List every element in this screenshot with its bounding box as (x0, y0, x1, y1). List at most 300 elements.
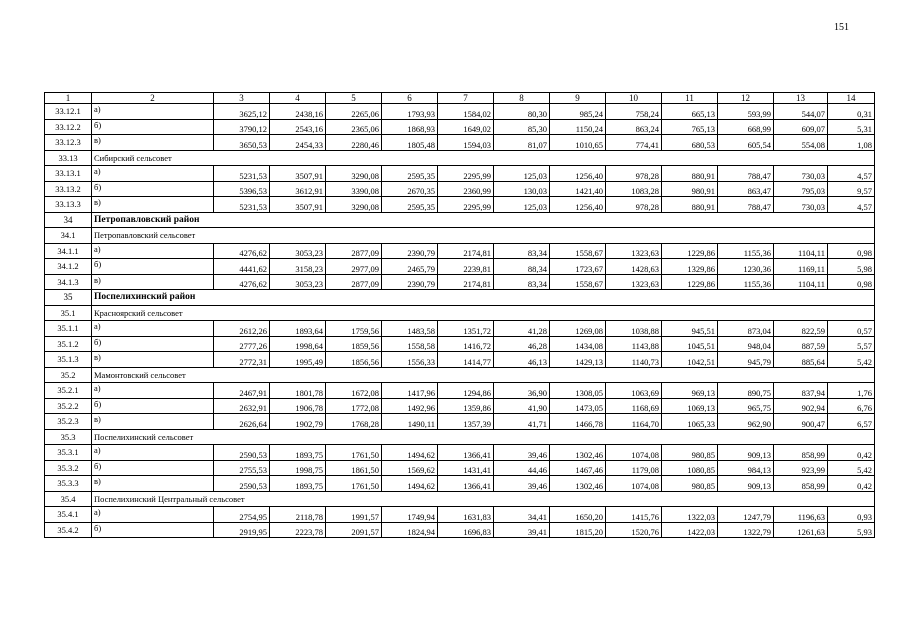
table-row (45, 352, 875, 368)
value-cell: 1323,63 (606, 243, 662, 259)
value-cell: 1650,20 (550, 507, 606, 523)
value-cell: 668,99 (718, 119, 774, 135)
value-cell: 923,99 (774, 460, 828, 476)
table-row (45, 507, 875, 523)
value-cell: 1294,86 (438, 383, 494, 399)
value-cell: 1805,48 (382, 135, 438, 151)
value-cell: 46,28 (494, 336, 550, 352)
value-cell: 1995,49 (270, 352, 326, 368)
value-cell: 3507,91 (270, 197, 326, 213)
value-cell: 2977,09 (326, 259, 382, 275)
row-id: 33.13.2 (45, 181, 92, 197)
value-cell: 36,90 (494, 383, 550, 399)
value-cell: 3158,23 (270, 259, 326, 275)
value-cell: 6,57 (828, 414, 875, 430)
value-cell: 1351,72 (438, 321, 494, 337)
value-cell: 1429,13 (550, 352, 606, 368)
value-cell: 980,85 (662, 476, 718, 492)
value-cell: 1,76 (828, 383, 875, 399)
value-cell: 1859,56 (326, 336, 382, 352)
value-cell: 730,03 (774, 197, 828, 213)
value-cell: 1421,40 (550, 181, 606, 197)
value-cell: 1230,36 (718, 259, 774, 275)
value-cell: 1467,46 (550, 460, 606, 476)
header-cell: 5 (326, 93, 382, 104)
value-cell: 887,59 (774, 336, 828, 352)
value-cell: 863,24 (606, 119, 662, 135)
value-cell: 3053,23 (270, 274, 326, 290)
value-cell: 1322,79 (718, 522, 774, 538)
value-cell: 1594,03 (438, 135, 494, 151)
value-cell: 0,42 (828, 476, 875, 492)
value-cell: 1558,67 (550, 274, 606, 290)
header-cell: 14 (828, 93, 875, 104)
section-row (45, 150, 875, 166)
value-cell: 2919,95 (214, 522, 270, 538)
value-cell: 1520,76 (606, 522, 662, 538)
value-cell: 1556,33 (382, 352, 438, 368)
row-label: а) (92, 166, 214, 182)
value-cell: 1155,36 (718, 243, 774, 259)
table-row (45, 104, 875, 120)
value-cell: 1069,13 (662, 398, 718, 414)
section-title: Сибирский сельсовет (92, 150, 875, 166)
value-cell: 1490,11 (382, 414, 438, 430)
value-cell: 1042,51 (662, 352, 718, 368)
value-cell: 3290,08 (326, 166, 382, 182)
row-id: 33.13.1 (45, 166, 92, 182)
value-cell: 2670,35 (382, 181, 438, 197)
value-cell: 83,34 (494, 274, 550, 290)
value-cell: 0,98 (828, 274, 875, 290)
district-title: Петропавловский район (92, 212, 875, 228)
value-cell: 2626,64 (214, 414, 270, 430)
page-number: 151 (834, 22, 849, 33)
table-row (45, 445, 875, 461)
section-row (45, 305, 875, 321)
header-cell: 7 (438, 93, 494, 104)
table-row (45, 274, 875, 290)
value-cell: 885,64 (774, 352, 828, 368)
value-cell: 1569,62 (382, 460, 438, 476)
value-cell: 1063,69 (606, 383, 662, 399)
value-cell: 1494,62 (382, 476, 438, 492)
value-cell: 2632,91 (214, 398, 270, 414)
value-cell: 1801,78 (270, 383, 326, 399)
value-cell: 890,75 (718, 383, 774, 399)
header-cell: 2 (92, 93, 214, 104)
value-cell: 1558,58 (382, 336, 438, 352)
value-cell: 758,24 (606, 104, 662, 120)
value-cell: 0,98 (828, 243, 875, 259)
value-cell: 544,07 (774, 104, 828, 120)
row-id: 33.13 (45, 150, 92, 166)
value-cell: 858,99 (774, 476, 828, 492)
row-id: 35.2 (45, 367, 92, 383)
value-cell: 1143,88 (606, 336, 662, 352)
value-cell: 1893,75 (270, 476, 326, 492)
value-cell: 2239,81 (438, 259, 494, 275)
value-cell: 2174,81 (438, 274, 494, 290)
value-cell: 1261,63 (774, 522, 828, 538)
header-cell: 11 (662, 93, 718, 104)
value-cell: 125,03 (494, 166, 550, 182)
table-row (45, 398, 875, 414)
value-cell: 39,46 (494, 445, 550, 461)
value-cell: 1083,28 (606, 181, 662, 197)
value-cell: 2295,99 (438, 197, 494, 213)
value-cell: 863,47 (718, 181, 774, 197)
section-title: Петропавловский сельсовет (92, 228, 875, 244)
value-cell: 1359,86 (438, 398, 494, 414)
value-cell: 2595,35 (382, 166, 438, 182)
value-cell: 1428,63 (606, 259, 662, 275)
value-cell: 2280,46 (326, 135, 382, 151)
value-cell: 1414,77 (438, 352, 494, 368)
value-cell: 1893,75 (270, 445, 326, 461)
value-cell: 0,42 (828, 445, 875, 461)
table-row (45, 119, 875, 135)
value-cell: 1164,70 (606, 414, 662, 430)
value-cell: 1080,85 (662, 460, 718, 476)
row-id: 34.1.1 (45, 243, 92, 259)
value-cell: 909,13 (718, 445, 774, 461)
row-label: б) (92, 460, 214, 476)
value-cell: 1793,93 (382, 104, 438, 120)
value-cell: 2754,95 (214, 507, 270, 523)
value-cell: 1065,33 (662, 414, 718, 430)
row-id: 35.3.3 (45, 476, 92, 492)
value-cell: 80,30 (494, 104, 550, 120)
section-title: Поспелихинский Центральный сельсовет (92, 491, 875, 507)
value-cell: 44,46 (494, 460, 550, 476)
value-cell: 6,76 (828, 398, 875, 414)
row-label: в) (92, 414, 214, 430)
value-cell: 902,94 (774, 398, 828, 414)
row-id: 35.1.2 (45, 336, 92, 352)
row-id: 35.2.1 (45, 383, 92, 399)
row-id: 35.2.3 (45, 414, 92, 430)
value-cell: 2590,53 (214, 476, 270, 492)
value-cell: 1558,67 (550, 243, 606, 259)
value-cell: 945,51 (662, 321, 718, 337)
value-cell: 4276,62 (214, 243, 270, 259)
row-id: 35.1 (45, 305, 92, 321)
value-cell: 1422,03 (662, 522, 718, 538)
row-id: 34.1 (45, 228, 92, 244)
value-cell: 130,03 (494, 181, 550, 197)
row-label: а) (92, 104, 214, 120)
value-cell: 680,53 (662, 135, 718, 151)
value-cell: 1631,83 (438, 507, 494, 523)
value-cell: 1269,08 (550, 321, 606, 337)
header-cell: 9 (550, 93, 606, 104)
value-cell: 1824,94 (382, 522, 438, 538)
section-row (45, 491, 875, 507)
value-cell: 1723,67 (550, 259, 606, 275)
section-title: Поспелихинский сельсовет (92, 429, 875, 445)
value-cell: 41,71 (494, 414, 550, 430)
district-row (45, 290, 875, 306)
section-title: Мамонтовский сельсовет (92, 367, 875, 383)
value-cell: 5,98 (828, 259, 875, 275)
value-cell: 0,31 (828, 104, 875, 120)
value-cell: 593,99 (718, 104, 774, 120)
value-cell: 2390,79 (382, 274, 438, 290)
row-id: 35.3.2 (45, 460, 92, 476)
value-cell: 1672,08 (326, 383, 382, 399)
value-cell: 985,24 (550, 104, 606, 120)
value-cell: 1074,08 (606, 476, 662, 492)
row-label: б) (92, 336, 214, 352)
value-cell: 85,30 (494, 119, 550, 135)
value-cell: 1256,40 (550, 197, 606, 213)
value-cell: 2438,16 (270, 104, 326, 120)
value-cell: 1247,79 (718, 507, 774, 523)
value-cell: 1494,62 (382, 445, 438, 461)
value-cell: 880,91 (662, 166, 718, 182)
value-cell: 5,31 (828, 119, 875, 135)
value-cell: 1229,86 (662, 274, 718, 290)
value-cell: 1856,56 (326, 352, 382, 368)
table-row (45, 522, 875, 538)
value-cell: 1815,20 (550, 522, 606, 538)
table-row (45, 166, 875, 182)
value-cell: 1196,63 (774, 507, 828, 523)
value-cell: 46,13 (494, 352, 550, 368)
value-cell: 1649,02 (438, 119, 494, 135)
table-row (45, 321, 875, 337)
value-cell: 554,08 (774, 135, 828, 151)
value-cell: 2360,99 (438, 181, 494, 197)
value-cell: 969,13 (662, 383, 718, 399)
header-cell: 3 (214, 93, 270, 104)
value-cell: 1431,41 (438, 460, 494, 476)
value-cell: 837,94 (774, 383, 828, 399)
value-cell: 2390,79 (382, 243, 438, 259)
value-cell: 3790,12 (214, 119, 270, 135)
row-label: а) (92, 507, 214, 523)
value-cell: 1434,08 (550, 336, 606, 352)
value-cell: 788,47 (718, 166, 774, 182)
section-row (45, 228, 875, 244)
value-cell: 3650,53 (214, 135, 270, 151)
value-cell: 1415,76 (606, 507, 662, 523)
value-cell: 5396,53 (214, 181, 270, 197)
value-cell: 1416,72 (438, 336, 494, 352)
value-cell: 4276,62 (214, 274, 270, 290)
row-label: б) (92, 522, 214, 538)
value-cell: 962,90 (718, 414, 774, 430)
table-row (45, 135, 875, 151)
value-cell: 965,75 (718, 398, 774, 414)
value-cell: 1104,11 (774, 243, 828, 259)
value-cell: 9,57 (828, 181, 875, 197)
section-row (45, 429, 875, 445)
value-cell: 2265,06 (326, 104, 382, 120)
value-cell: 2467,91 (214, 383, 270, 399)
value-cell: 1,08 (828, 135, 875, 151)
row-id: 33.13.3 (45, 197, 92, 213)
value-cell: 2365,06 (326, 119, 382, 135)
value-cell: 0,57 (828, 321, 875, 337)
header-cell: 12 (718, 93, 774, 104)
value-cell: 1761,50 (326, 445, 382, 461)
value-cell: 1868,93 (382, 119, 438, 135)
value-cell: 4441,62 (214, 259, 270, 275)
value-cell: 2772,31 (214, 352, 270, 368)
value-cell: 2877,09 (326, 243, 382, 259)
header-cell: 8 (494, 93, 550, 104)
value-cell: 1906,78 (270, 398, 326, 414)
value-cell: 1366,41 (438, 476, 494, 492)
value-cell: 1749,94 (382, 507, 438, 523)
value-cell: 2465,79 (382, 259, 438, 275)
value-cell: 3507,91 (270, 166, 326, 182)
value-cell: 1104,11 (774, 274, 828, 290)
value-cell: 5,42 (828, 460, 875, 476)
value-cell: 1761,50 (326, 476, 382, 492)
value-cell: 2595,35 (382, 197, 438, 213)
value-cell: 1772,08 (326, 398, 382, 414)
value-cell: 1366,41 (438, 445, 494, 461)
value-cell: 1323,63 (606, 274, 662, 290)
row-id: 35.1.1 (45, 321, 92, 337)
table-row (45, 243, 875, 259)
value-cell: 1308,05 (550, 383, 606, 399)
value-cell: 1256,40 (550, 166, 606, 182)
value-cell: 1768,28 (326, 414, 382, 430)
value-cell: 1473,05 (550, 398, 606, 414)
value-cell: 88,34 (494, 259, 550, 275)
table-row (45, 259, 875, 275)
value-cell: 2174,81 (438, 243, 494, 259)
value-cell: 1322,03 (662, 507, 718, 523)
value-cell: 2755,53 (214, 460, 270, 476)
value-cell: 1466,78 (550, 414, 606, 430)
value-cell: 1155,36 (718, 274, 774, 290)
value-cell: 39,41 (494, 522, 550, 538)
value-cell: 1492,96 (382, 398, 438, 414)
row-label: б) (92, 259, 214, 275)
row-label: в) (92, 476, 214, 492)
row-label: в) (92, 135, 214, 151)
value-cell: 1584,02 (438, 104, 494, 120)
value-cell: 5,42 (828, 352, 875, 368)
header-cell: 10 (606, 93, 662, 104)
value-cell: 774,41 (606, 135, 662, 151)
header-cell: 6 (382, 93, 438, 104)
district-row (45, 212, 875, 228)
value-cell: 1074,08 (606, 445, 662, 461)
row-label: а) (92, 445, 214, 461)
value-cell: 1998,64 (270, 336, 326, 352)
row-label: в) (92, 352, 214, 368)
value-cell: 2454,33 (270, 135, 326, 151)
value-cell: 900,47 (774, 414, 828, 430)
value-cell: 83,34 (494, 243, 550, 259)
table-row (45, 414, 875, 430)
value-cell: 81,07 (494, 135, 550, 151)
value-cell: 2543,16 (270, 119, 326, 135)
value-cell: 1861,50 (326, 460, 382, 476)
value-cell: 1998,75 (270, 460, 326, 476)
table-header-row (45, 93, 875, 104)
row-label: б) (92, 398, 214, 414)
section-row (45, 367, 875, 383)
row-id: 33.12.1 (45, 104, 92, 120)
row-id: 35.4 (45, 491, 92, 507)
value-cell: 980,91 (662, 181, 718, 197)
value-cell: 5231,53 (214, 197, 270, 213)
row-label: а) (92, 321, 214, 337)
value-cell: 858,99 (774, 445, 828, 461)
value-cell: 3390,08 (326, 181, 382, 197)
row-id: 34.1.2 (45, 259, 92, 275)
value-cell: 788,47 (718, 197, 774, 213)
value-cell: 125,03 (494, 197, 550, 213)
value-cell: 880,91 (662, 197, 718, 213)
value-cell: 1302,46 (550, 445, 606, 461)
table-row (45, 383, 875, 399)
value-cell: 1179,08 (606, 460, 662, 476)
value-cell: 3290,08 (326, 197, 382, 213)
row-id: 35.1.3 (45, 352, 92, 368)
value-cell: 909,13 (718, 476, 774, 492)
value-cell: 1038,88 (606, 321, 662, 337)
value-cell: 1329,86 (662, 259, 718, 275)
value-cell: 1229,86 (662, 243, 718, 259)
value-cell: 1696,83 (438, 522, 494, 538)
value-cell: 34,41 (494, 507, 550, 523)
value-cell: 945,79 (718, 352, 774, 368)
value-cell: 1010,65 (550, 135, 606, 151)
value-cell: 730,03 (774, 166, 828, 182)
district-title: Поспелихинский район (92, 290, 875, 306)
value-cell: 41,90 (494, 398, 550, 414)
table-row (45, 476, 875, 492)
value-cell: 1357,39 (438, 414, 494, 430)
value-cell: 1169,11 (774, 259, 828, 275)
row-label: в) (92, 197, 214, 213)
value-cell: 1417,96 (382, 383, 438, 399)
table-row (45, 336, 875, 352)
value-cell: 822,59 (774, 321, 828, 337)
value-cell: 984,13 (718, 460, 774, 476)
value-cell: 2877,09 (326, 274, 382, 290)
value-cell: 978,28 (606, 166, 662, 182)
value-cell: 873,04 (718, 321, 774, 337)
value-cell: 1302,46 (550, 476, 606, 492)
value-cell: 1759,56 (326, 321, 382, 337)
value-cell: 0,93 (828, 507, 875, 523)
row-id: 35.3.1 (45, 445, 92, 461)
row-label: в) (92, 274, 214, 290)
value-cell: 2118,78 (270, 507, 326, 523)
value-cell: 980,85 (662, 445, 718, 461)
value-cell: 1893,64 (270, 321, 326, 337)
value-cell: 2777,26 (214, 336, 270, 352)
value-cell: 4,57 (828, 197, 875, 213)
data-table (44, 92, 875, 538)
value-cell: 2295,99 (438, 166, 494, 182)
table-row (45, 460, 875, 476)
row-id: 34 (45, 212, 92, 228)
value-cell: 2223,78 (270, 522, 326, 538)
value-cell: 5231,53 (214, 166, 270, 182)
value-cell: 605,54 (718, 135, 774, 151)
value-cell: 5,57 (828, 336, 875, 352)
